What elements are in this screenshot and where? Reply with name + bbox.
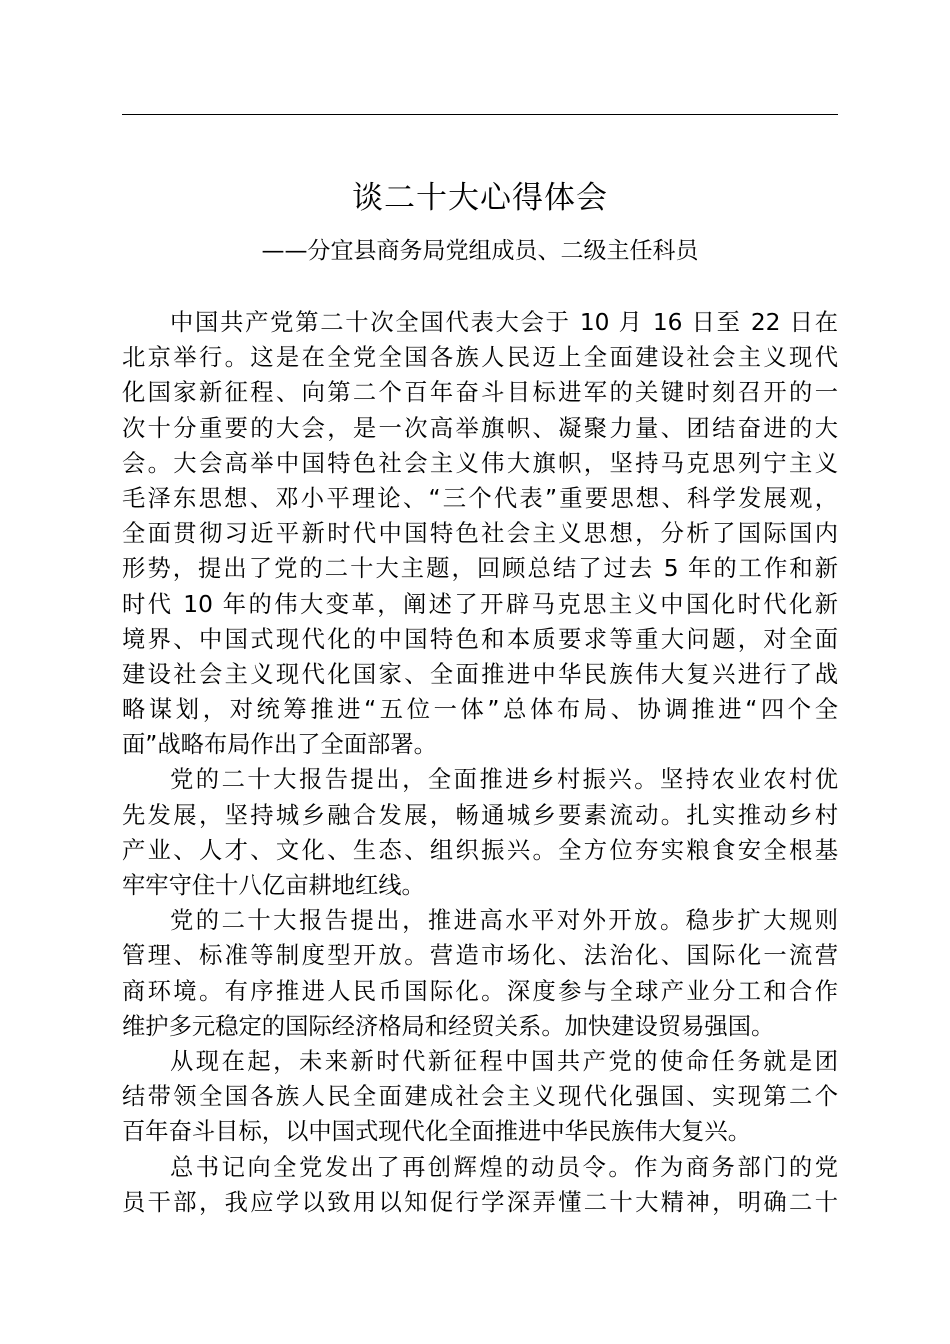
text-line: 北京举行。这是在全党全国各族人民迈上全面建设社会主义现代 <box>122 344 838 372</box>
document-body <box>122 305 838 1220</box>
text-line: 会。大会高举中国特色社会主义伟大旗帜，坚持马克思列宁主义 <box>122 449 838 477</box>
document-subtitle: ——分宜县商务局党组成员、二级主任科员 <box>261 238 699 264</box>
text-line: 先发展，坚持城乡融合发展，畅通城乡要素流动。扎实推动乡村 <box>122 801 838 829</box>
text-line: 建设社会主义现代化国家、全面推进中华民族伟大复兴进行了战 <box>122 660 838 688</box>
text-line: 维护多元稳定的国际经济格局和经贸关系。加快建设贸易强国。 <box>122 1012 775 1040</box>
text-line: 境界、中国式现代化的中国特色和本质要求等重大问题，对全面 <box>122 625 838 653</box>
text-line: 从现在起，未来新时代新征程中国共产党的使命任务就是团 <box>170 1047 838 1075</box>
text-line: 牢牢守住十八亿亩耕地红线。 <box>122 872 425 899</box>
text-line: 商环境。有序推进人民币国际化。深度参与全球产业分工和合作 <box>122 977 838 1005</box>
text-line: 略谋划，对统筹推进“五位一体”总体布局、协调推进“四个全 <box>122 696 838 724</box>
text-line: 百年奋斗目标，以中国式现代化全面推进中华民族伟大复兴。 <box>122 1118 752 1146</box>
text-line: 化国家新征程、向第二个百年奋斗目标进军的关键时刻召开的一 <box>122 379 838 407</box>
text-line: 党的二十大报告提出，全面推进乡村振兴。坚持农业农村优 <box>170 766 838 794</box>
text-line: 面”战略布局作出了全面部署。 <box>122 731 437 759</box>
text-line: 总书记向全党发出了再创辉煌的动员令。作为商务部门的党 <box>170 1153 838 1181</box>
text-line: 时代 10 年的伟大变革，阐述了开辟马克思主义中国化时代化新 <box>122 590 838 618</box>
document-title: 谈二十大心得体会 <box>352 180 608 216</box>
text-line: 中国共产党第二十次全国代表大会于 10 月 16 日至 22 日在 <box>170 309 838 336</box>
text-line: 全面贯彻习近平新时代中国特色社会主义思想，分析了国际国内 <box>122 520 838 548</box>
text-line: 产业、人才、文化、生态、组织振兴。全方位夯实粮食安全根基 <box>122 836 838 864</box>
text-line: 形势，提出了党的二十大主题，回顾总结了过去 5 年的工作和新 <box>122 555 838 583</box>
text-line: 结带领全国各族人民全面建成社会主义现代化强国、实现第二个 <box>122 1083 838 1111</box>
text-line: 毛泽东思想、邓小平理论、“三个代表”重要思想、科学发展观， <box>122 484 838 512</box>
text-line: 管理、标准等制度型开放。营造市场化、法治化、国际化一流营 <box>122 942 838 970</box>
text-line: 员干部，我应学以致用以知促行学深弄懂二十大精神，明确二十 <box>122 1188 838 1216</box>
text-line: 党的二十大报告提出，推进高水平对外开放。稳步扩大规则 <box>170 907 838 935</box>
text-line: 次十分重要的大会，是一次高举旗帜、凝聚力量、团结奋进的大 <box>122 414 838 442</box>
header-rule <box>122 114 838 115</box>
